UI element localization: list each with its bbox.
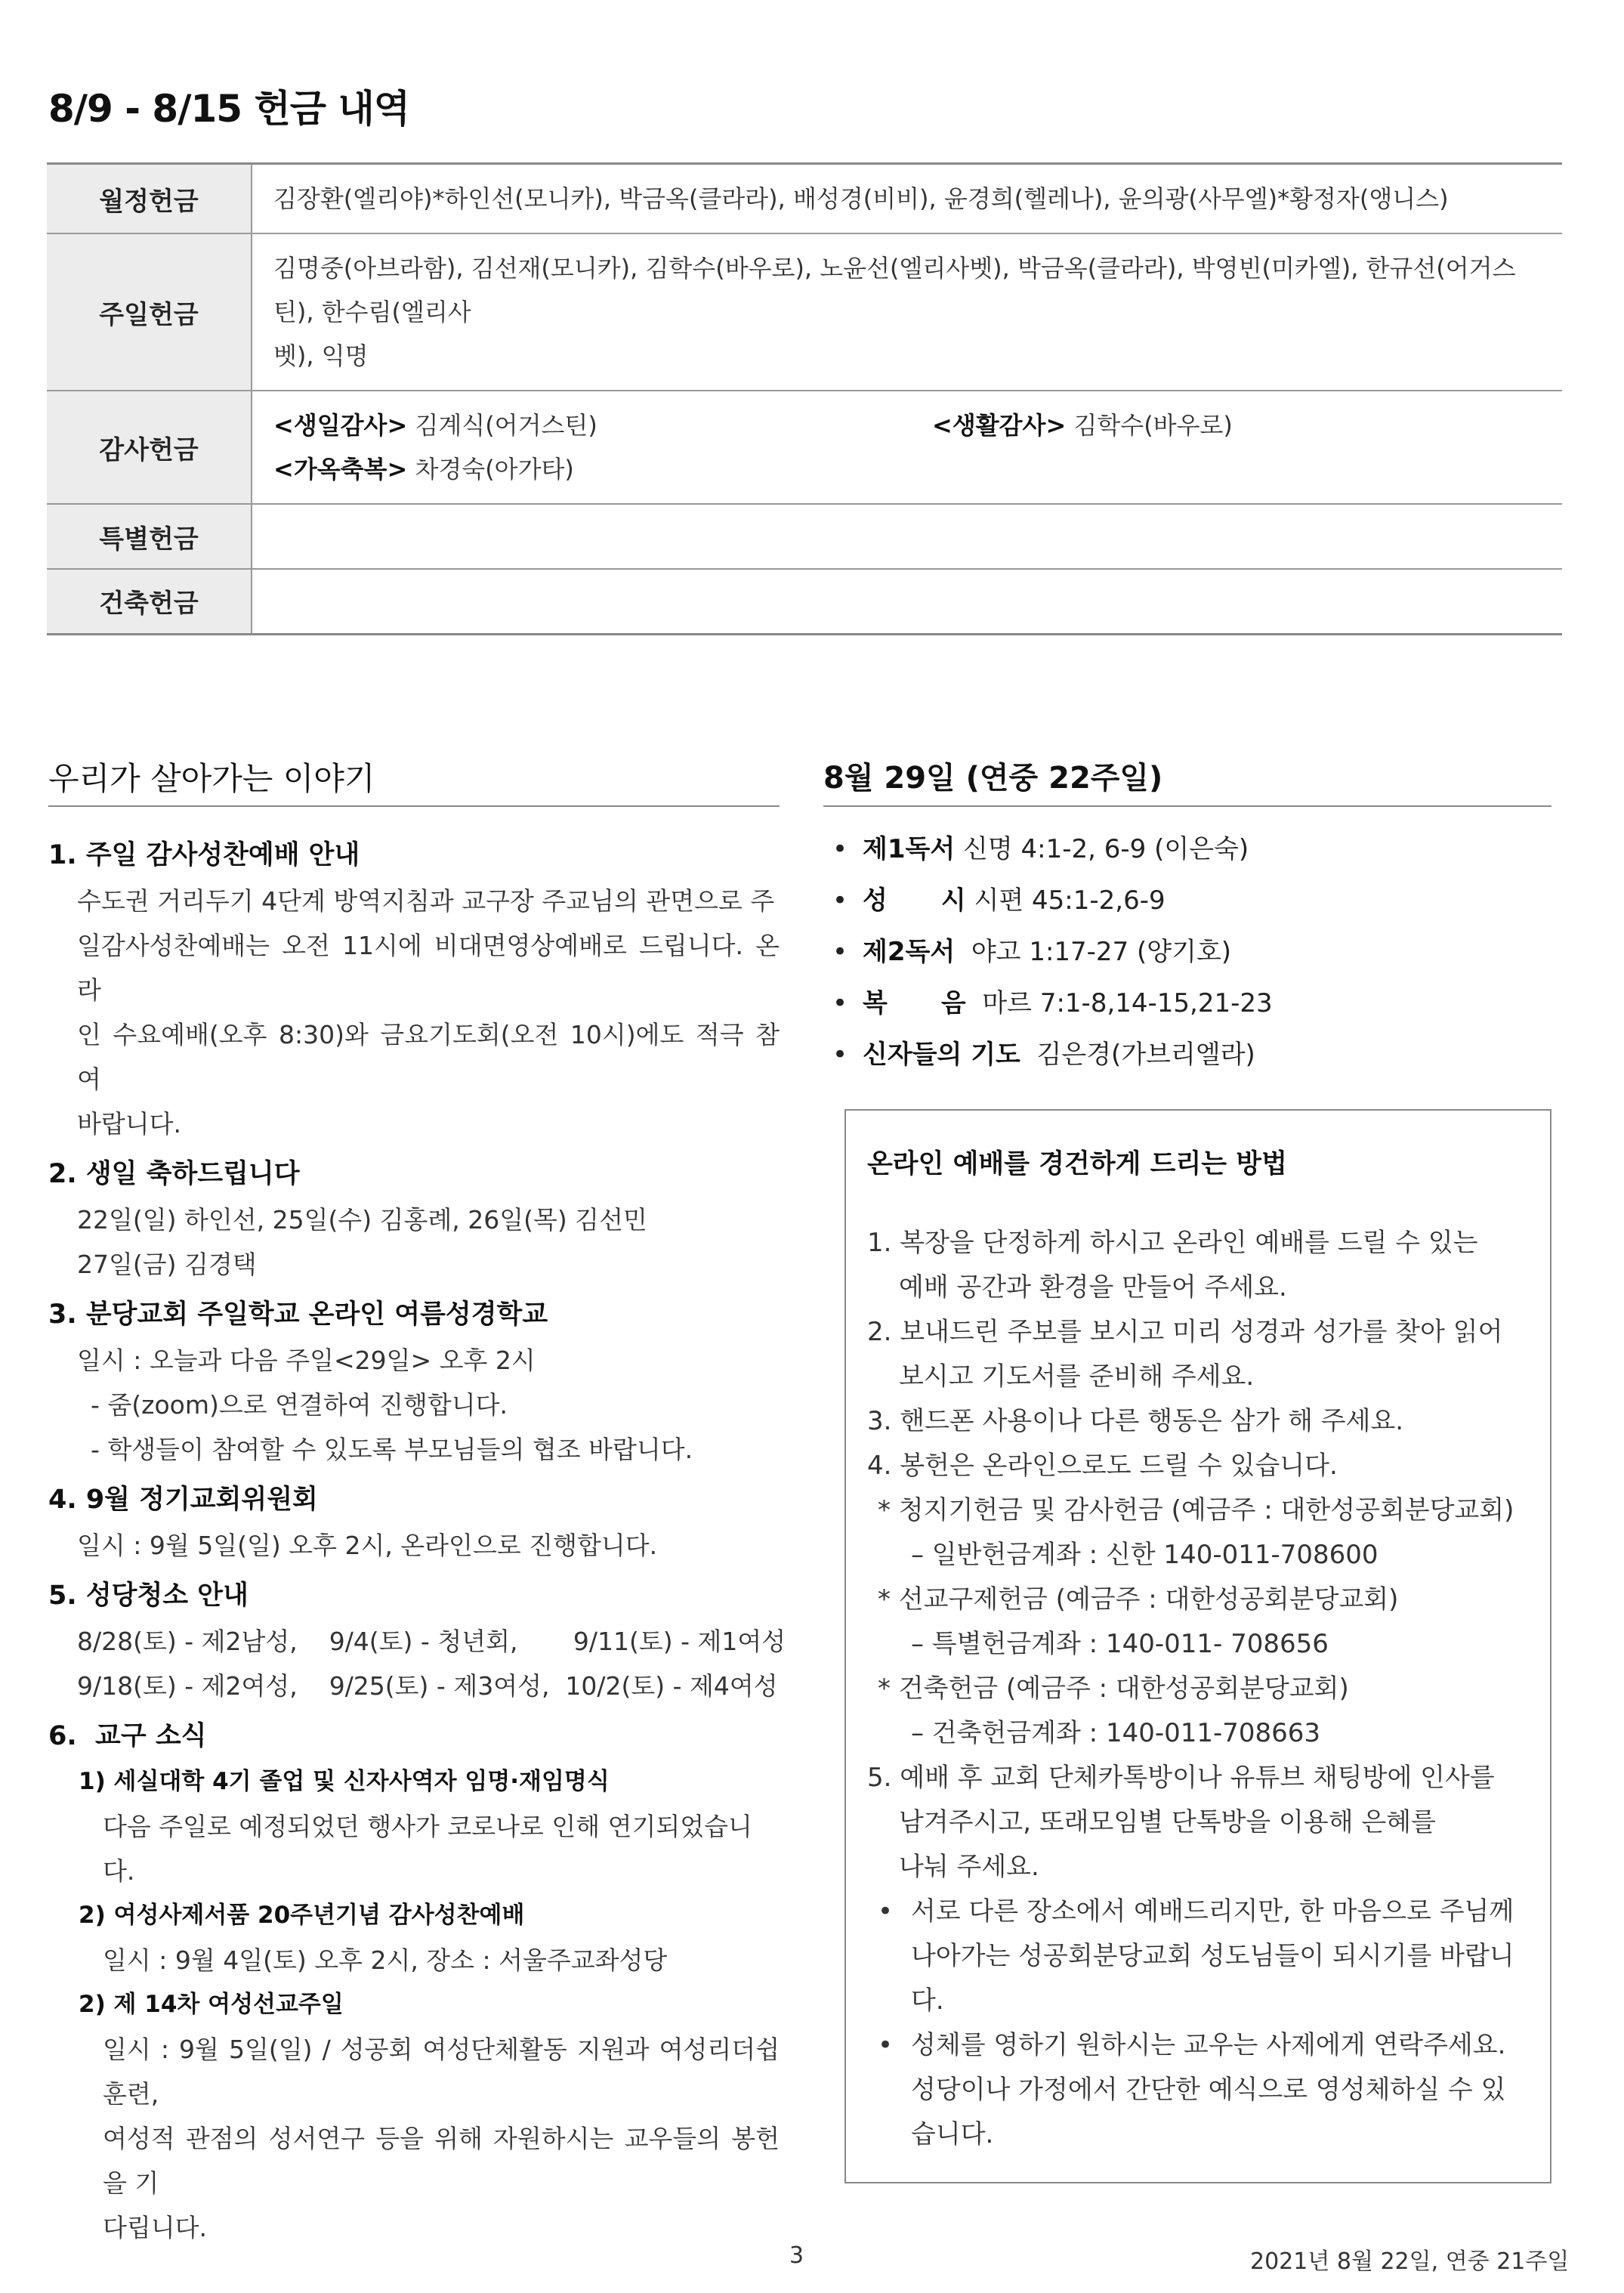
news-line: 8/28(토) - 제2남성, 9/4(토) - 청년회, 9/11(토) - 제1여성 [77, 1627, 786, 1656]
guide-line: 성당이나 가정에서 간단한 예식으로 영성체하실 수 있 [911, 2075, 1506, 2105]
account-line: * 청지기헌금 및 감사헌금 (예금주 : 대한성공회분당교회) [878, 1495, 1514, 1525]
guide-bullet [867, 1890, 1526, 2023]
row-value [252, 504, 1562, 569]
guide-line: 습니다. [911, 2119, 994, 2149]
news-line: 여성적 관점의 성서연구 등을 위해 자원하시는 교우들의 봉헌을 기 [103, 2124, 780, 2198]
reading-label: 제2독서 [863, 937, 956, 967]
reading-text: 시편 45:1-2,6-9 [965, 885, 1166, 916]
guide-line: 남겨주시고, 또래모임별 단톡방을 이용해 은혜를 [899, 1807, 1436, 1837]
news-section-title: 5. 성당청소 안내 [48, 1581, 249, 1611]
account-line: * 선교구제헌금 (예금주 : 대한성공회분당교회) [878, 1584, 1399, 1615]
readings-list [823, 824, 1541, 1080]
readings-divider [823, 805, 1551, 807]
row-value: 김장환(엘리야)*하인선(모니카), 박금옥(클라라), 배성경(비비), 윤경희(헬레나), 윤의광(사무엘)*황정자(앵니스) [252, 164, 1562, 234]
guide-line: 3. 핸드폰 사용이나 다른 행동은 삼가 해 주세요. [867, 1406, 1404, 1436]
row-label: 건축헌금 [47, 569, 252, 634]
guide-line: 다. [911, 1986, 944, 2016]
life-tag: <생활감사> [932, 411, 1067, 440]
reading-text: 마르 7:1-8,14-15,21-23 [965, 988, 1273, 1018]
row-value [252, 233, 1562, 391]
offering-table [47, 162, 1562, 635]
account-line: – 건축헌금계좌 : 140-011-708663 [911, 1718, 1321, 1748]
reading-label: 복 음 [863, 988, 966, 1018]
guide-line: 보시고 기도서를 준비해 주세요. [899, 1361, 1255, 1392]
birthday-tag: <생일감사> [273, 411, 408, 440]
guide-line: • 성체를 영하기 원하시는 교우는 사제에게 연락주세요. [911, 2030, 1506, 2060]
news-section-title: 2. 생일 축하드립니다 [48, 1159, 300, 1189]
row-label: 감사헌금 [47, 391, 252, 504]
news-section-title: 4. 9월 정기교회위원회 [48, 1485, 318, 1515]
reading-text: 야고 1:17-27 (양기호) [955, 937, 1232, 967]
news-section-title: 6. 교구 소식 [48, 1721, 207, 1751]
thanks-line-2 [273, 447, 1541, 491]
news-subtitle: 2) 제 14차 여성선교주일 [79, 1991, 344, 2018]
news-column [48, 827, 786, 2250]
reading-item [823, 824, 1541, 875]
reading-item [823, 875, 1541, 926]
row-value-line: 김명중(아브라함), 김선재(모니카), 김학수(바우로), 노윤선(엘리사벳), 박금옥(클라라), 박영빈(미카엘), 한규선(어거스틴), 한수림(엘리사 [273, 254, 1516, 326]
news-line: 인 수요예배(오후 8:30)와 금요기도회(오전 10시)에도 적극 참여 [77, 1020, 780, 1094]
table-row [47, 391, 1562, 504]
page-title: 8/9 - 8/15 헌금 내역 [48, 87, 410, 131]
news-section-title: 3. 분당교회 주일학교 온라인 여름성경학교 [48, 1299, 548, 1330]
row-label: 주일헌금 [47, 233, 252, 391]
readings-heading: 8월 29일 (연중 22주일) [823, 761, 1163, 796]
news-line: 다립니다. [103, 2213, 208, 2242]
guide-line: 2. 보내드린 주보를 보시고 미리 성경과 성가를 찾아 읽어 [867, 1317, 1503, 1347]
news-line: - 줌(zoom)으로 연결하여 진행합니다. [91, 1390, 508, 1420]
table-row [47, 504, 1562, 569]
news-heading: 우리가 살아가는 이야기 [48, 760, 375, 797]
row-label: 특별헌금 [47, 504, 252, 569]
home-tag: <가옥축복> [273, 455, 408, 484]
news-section-title: 1. 주일 감사성찬예배 안내 [48, 840, 360, 870]
online-worship-content [867, 1142, 1526, 2157]
birthday-name: 김계식(어거스틴) [415, 411, 597, 440]
news-line: 바랍니다. [77, 1109, 182, 1139]
news-line: 다음 주일로 예정되었던 행사가 코로나로 인해 연기되었습니다. [103, 1812, 752, 1886]
home-name: 차경숙(아가타) [415, 455, 574, 484]
account-line: – 일반헌금계좌 : 신한 140-011-708600 [911, 1540, 1379, 1570]
reading-item [823, 926, 1541, 978]
thanks-line-1 [273, 403, 1541, 447]
table-row [47, 569, 1562, 634]
news-line: 27일(금) 김경택 [77, 1250, 257, 1279]
guide-line: 예배 공간과 환경을 만들어 주세요. [899, 1272, 1287, 1303]
table-row [47, 164, 1562, 234]
page-number: 3 [789, 2242, 804, 2269]
guide-line: • 서로 다른 장소에서 예배드리지만, 한 마음으로 주님께 [911, 1896, 1514, 1927]
news-subtitle: 1) 세실대학 4기 졸업 및 신자사역자 임명·재임명식 [79, 1768, 610, 1795]
news-line: 일시 : 9월 5일(일) 오후 2시, 온라인으로 진행합니다. [77, 1531, 658, 1560]
life-thanks [932, 403, 1233, 447]
news-line: 일시 : 9월 4일(토) 오후 2시, 장소 : 서울주교좌성당 [103, 1945, 668, 1975]
news-line: 9/18(토) - 제2여성, 9/25(토) - 제3여성, 10/2(토) - 제4여성 [77, 1671, 778, 1701]
reading-label: 제1독서 [863, 834, 956, 864]
account-line: * 건축헌금 (예금주 : 대한성공회분당교회) [878, 1673, 1349, 1704]
reading-item [823, 1029, 1541, 1080]
news-line: 일시 : 오늘과 다음 주일<29일> 오후 2시 [77, 1346, 536, 1375]
guide-line: 4. 봉헌은 온라인으로도 드릴 수 있습니다. [867, 1451, 1338, 1481]
guide-line: 나눠 주세요. [899, 1852, 1039, 1882]
row-label: 월정헌금 [47, 164, 252, 234]
guide-line: 5. 예배 후 교회 단체카톡방이나 유튜브 채팅방에 인사를 [867, 1763, 1495, 1793]
online-worship-box [844, 1109, 1551, 2183]
guide-bullet [867, 2023, 1526, 2157]
guide-line: 나아가는 성공회분당교회 성도님들이 되시기를 바랍니 [911, 1941, 1514, 1971]
news-line: 수도권 거리두기 4단계 방역지침과 교구장 주교님의 관면으로 주 [77, 886, 775, 916]
reading-text: 신명 4:1-2, 6-9 (이은숙) [955, 834, 1249, 864]
news-line: 일감사성찬예배는 오전 11시에 비대면영상예배로 드립니다. 온라 [77, 931, 780, 1005]
life-name: 김학수(바우로) [1073, 411, 1233, 440]
account-line: – 특별헌금계좌 : 140-011- 708656 [911, 1629, 1329, 1659]
table-row [47, 233, 1562, 391]
reading-label: 신자들의 기도 [863, 1040, 1020, 1070]
footer-date: 2021년 8월 22일, 연중 21주일 [1250, 2248, 1570, 2275]
row-value [252, 391, 1562, 504]
news-subtitle: 2) 여성사제서품 20주년기념 감사성찬예배 [79, 1902, 525, 1929]
row-value-line: 벳), 익명 [273, 341, 369, 370]
guide-line: 1. 복장을 단정하게 하시고 온라인 예배를 드릴 수 있는 [867, 1228, 1478, 1258]
news-line: - 학생들이 참여할 수 있도록 부모님들의 협조 바랍니다. [91, 1435, 693, 1464]
reading-label: 성 시 [863, 885, 966, 916]
reading-item [823, 978, 1541, 1029]
news-divider [48, 805, 780, 807]
news-line: 일시 : 9월 5일(일) / 성공회 여성단체활동 지원과 여성리더쉽 훈련, [103, 2035, 780, 2109]
reading-text: 김은경(가브리엘라) [1020, 1040, 1255, 1070]
news-line: 22일(일) 하인선, 25일(수) 김홍례, 26일(목) 김선민 [77, 1205, 647, 1235]
row-value [252, 569, 1562, 634]
online-worship-title: 온라인 예배를 경건하게 드리는 방법 [867, 1149, 1287, 1179]
